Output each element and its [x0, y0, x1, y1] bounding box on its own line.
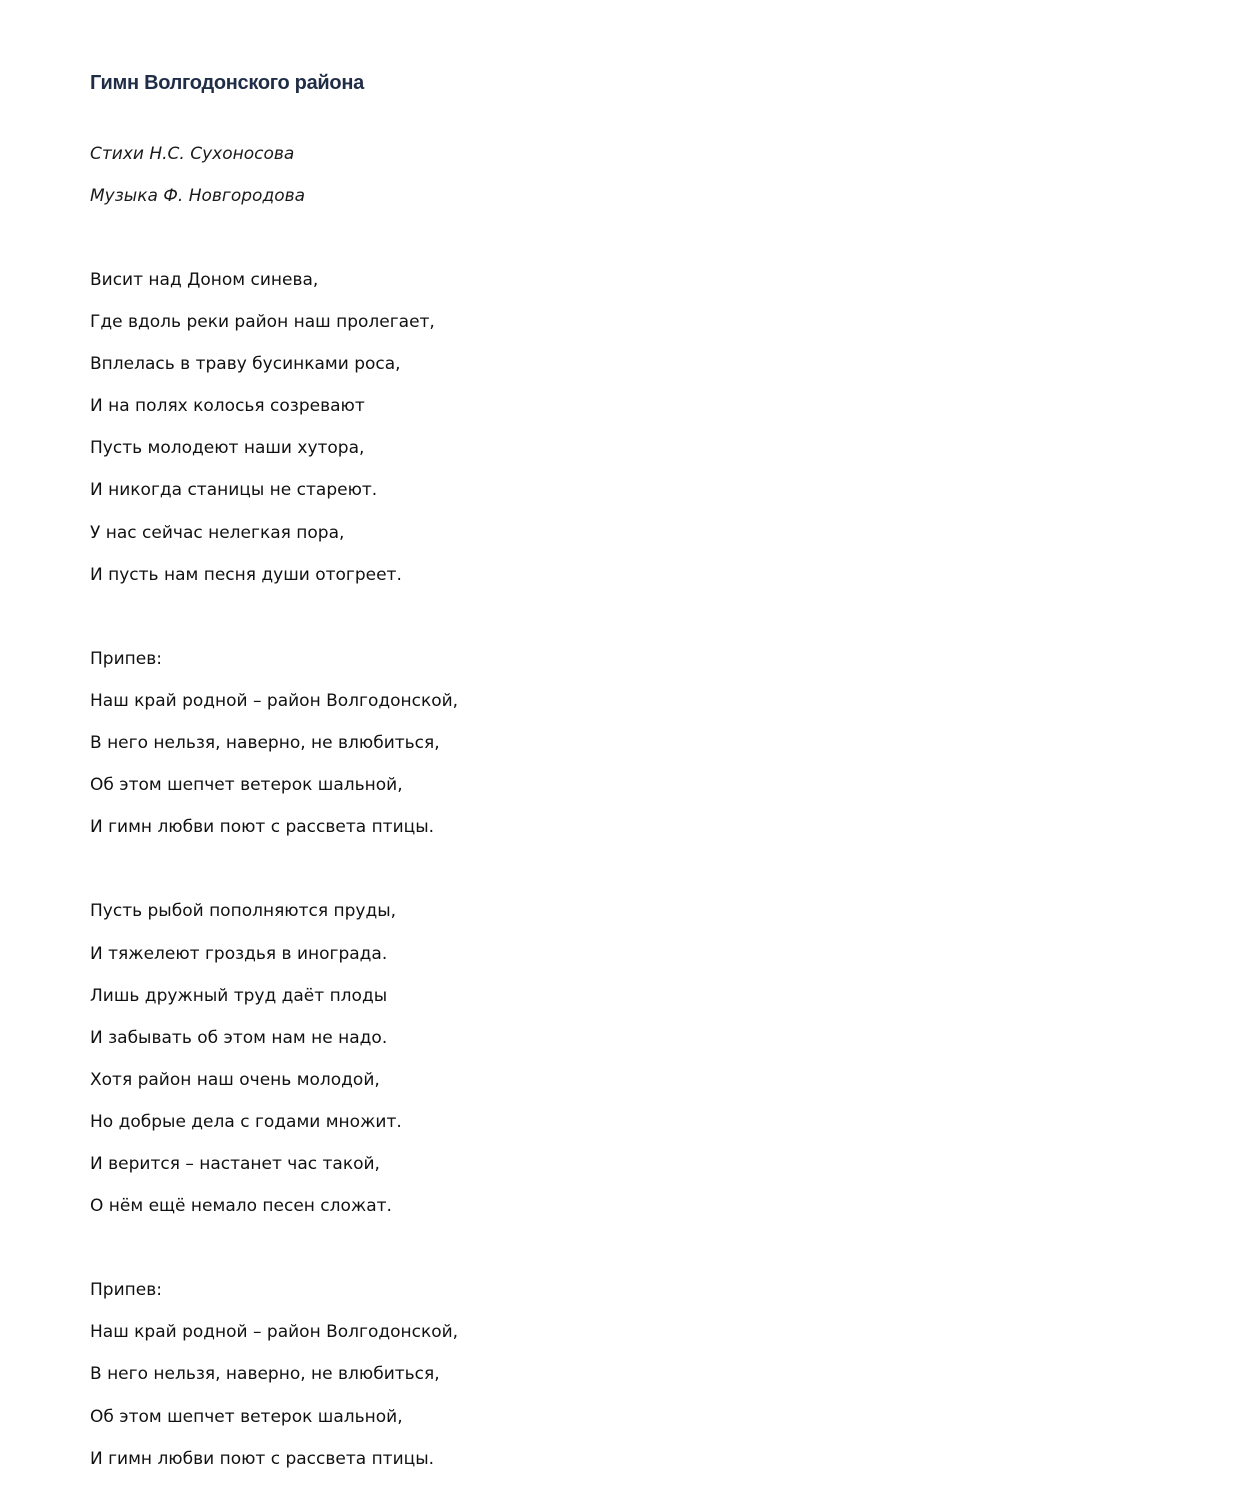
lyric-line: Висит над Доном синева,: [90, 270, 319, 290]
lyric-line: И гимн любви поют с рассвета птицы.: [90, 817, 435, 838]
lyric-line: И пусть нам песня души отогреет.: [90, 564, 402, 585]
page-title: Гимн Волгодонского района: [90, 72, 364, 94]
stanza-break: [90, 604, 458, 646]
lyric-line: Лишь дружный труд даёт плоды: [90, 985, 388, 1006]
lyric-line: О нём ещё немало песен сложат.: [90, 1196, 392, 1217]
lyric-line: Где вдоль реки район наш пролегает,: [90, 312, 435, 333]
lyric-line: Наш край родной – район Волгодонской,: [90, 1322, 459, 1343]
lyric-line: И гимн любви поют с рассвета птицы.: [90, 1448, 435, 1469]
lyric-line: Но добрые дела с годами множит.: [90, 1111, 402, 1132]
lyric-line: Хотя район наш очень молодой,: [90, 1069, 380, 1090]
lyric-line: И тяжелеют гроздья в инограда.: [90, 943, 388, 964]
lyrics-block: [90, 267, 458, 1488]
lyric-line: Пусть рыбой пополняются пруды,: [90, 901, 397, 922]
credits-block: [90, 141, 305, 225]
lyric-line: Наш край родной – район Волгодонской,: [90, 690, 459, 711]
lyric-line: Вплелась в траву бусинками роса,: [90, 354, 401, 375]
lyric-line: И верится – настанет час такой,: [90, 1153, 380, 1174]
chorus-label: Припев:: [90, 648, 162, 669]
lyric-line: В него нельзя, наверно, не влюбиться,: [90, 1364, 440, 1385]
lyric-line: И никогда станицы не стареют.: [90, 480, 378, 501]
lyric-line: Об этом шепчет ветерок шальной,: [90, 1406, 403, 1427]
music-author: Музыка Ф. Новгородова: [90, 186, 306, 206]
chorus-label: Припев:: [90, 1280, 162, 1301]
stanza-break: [90, 1235, 458, 1277]
lyric-line: У нас сейчас нелегкая пора,: [90, 522, 345, 543]
lyric-line: И на полях колосья созревают: [90, 396, 365, 417]
lyric-line: И забывать об этом нам не надо.: [90, 1027, 388, 1048]
lyric-line: Об этом шепчет ветерок шальной,: [90, 775, 403, 796]
lyric-line: В него нельзя, наверно, не влюбиться,: [90, 733, 440, 754]
stanza-break: [90, 856, 458, 898]
lyric-line: Пусть молодеют наши хутора,: [90, 438, 365, 459]
lyrics-author: Стихи Н.С. Сухоносова: [90, 144, 295, 164]
